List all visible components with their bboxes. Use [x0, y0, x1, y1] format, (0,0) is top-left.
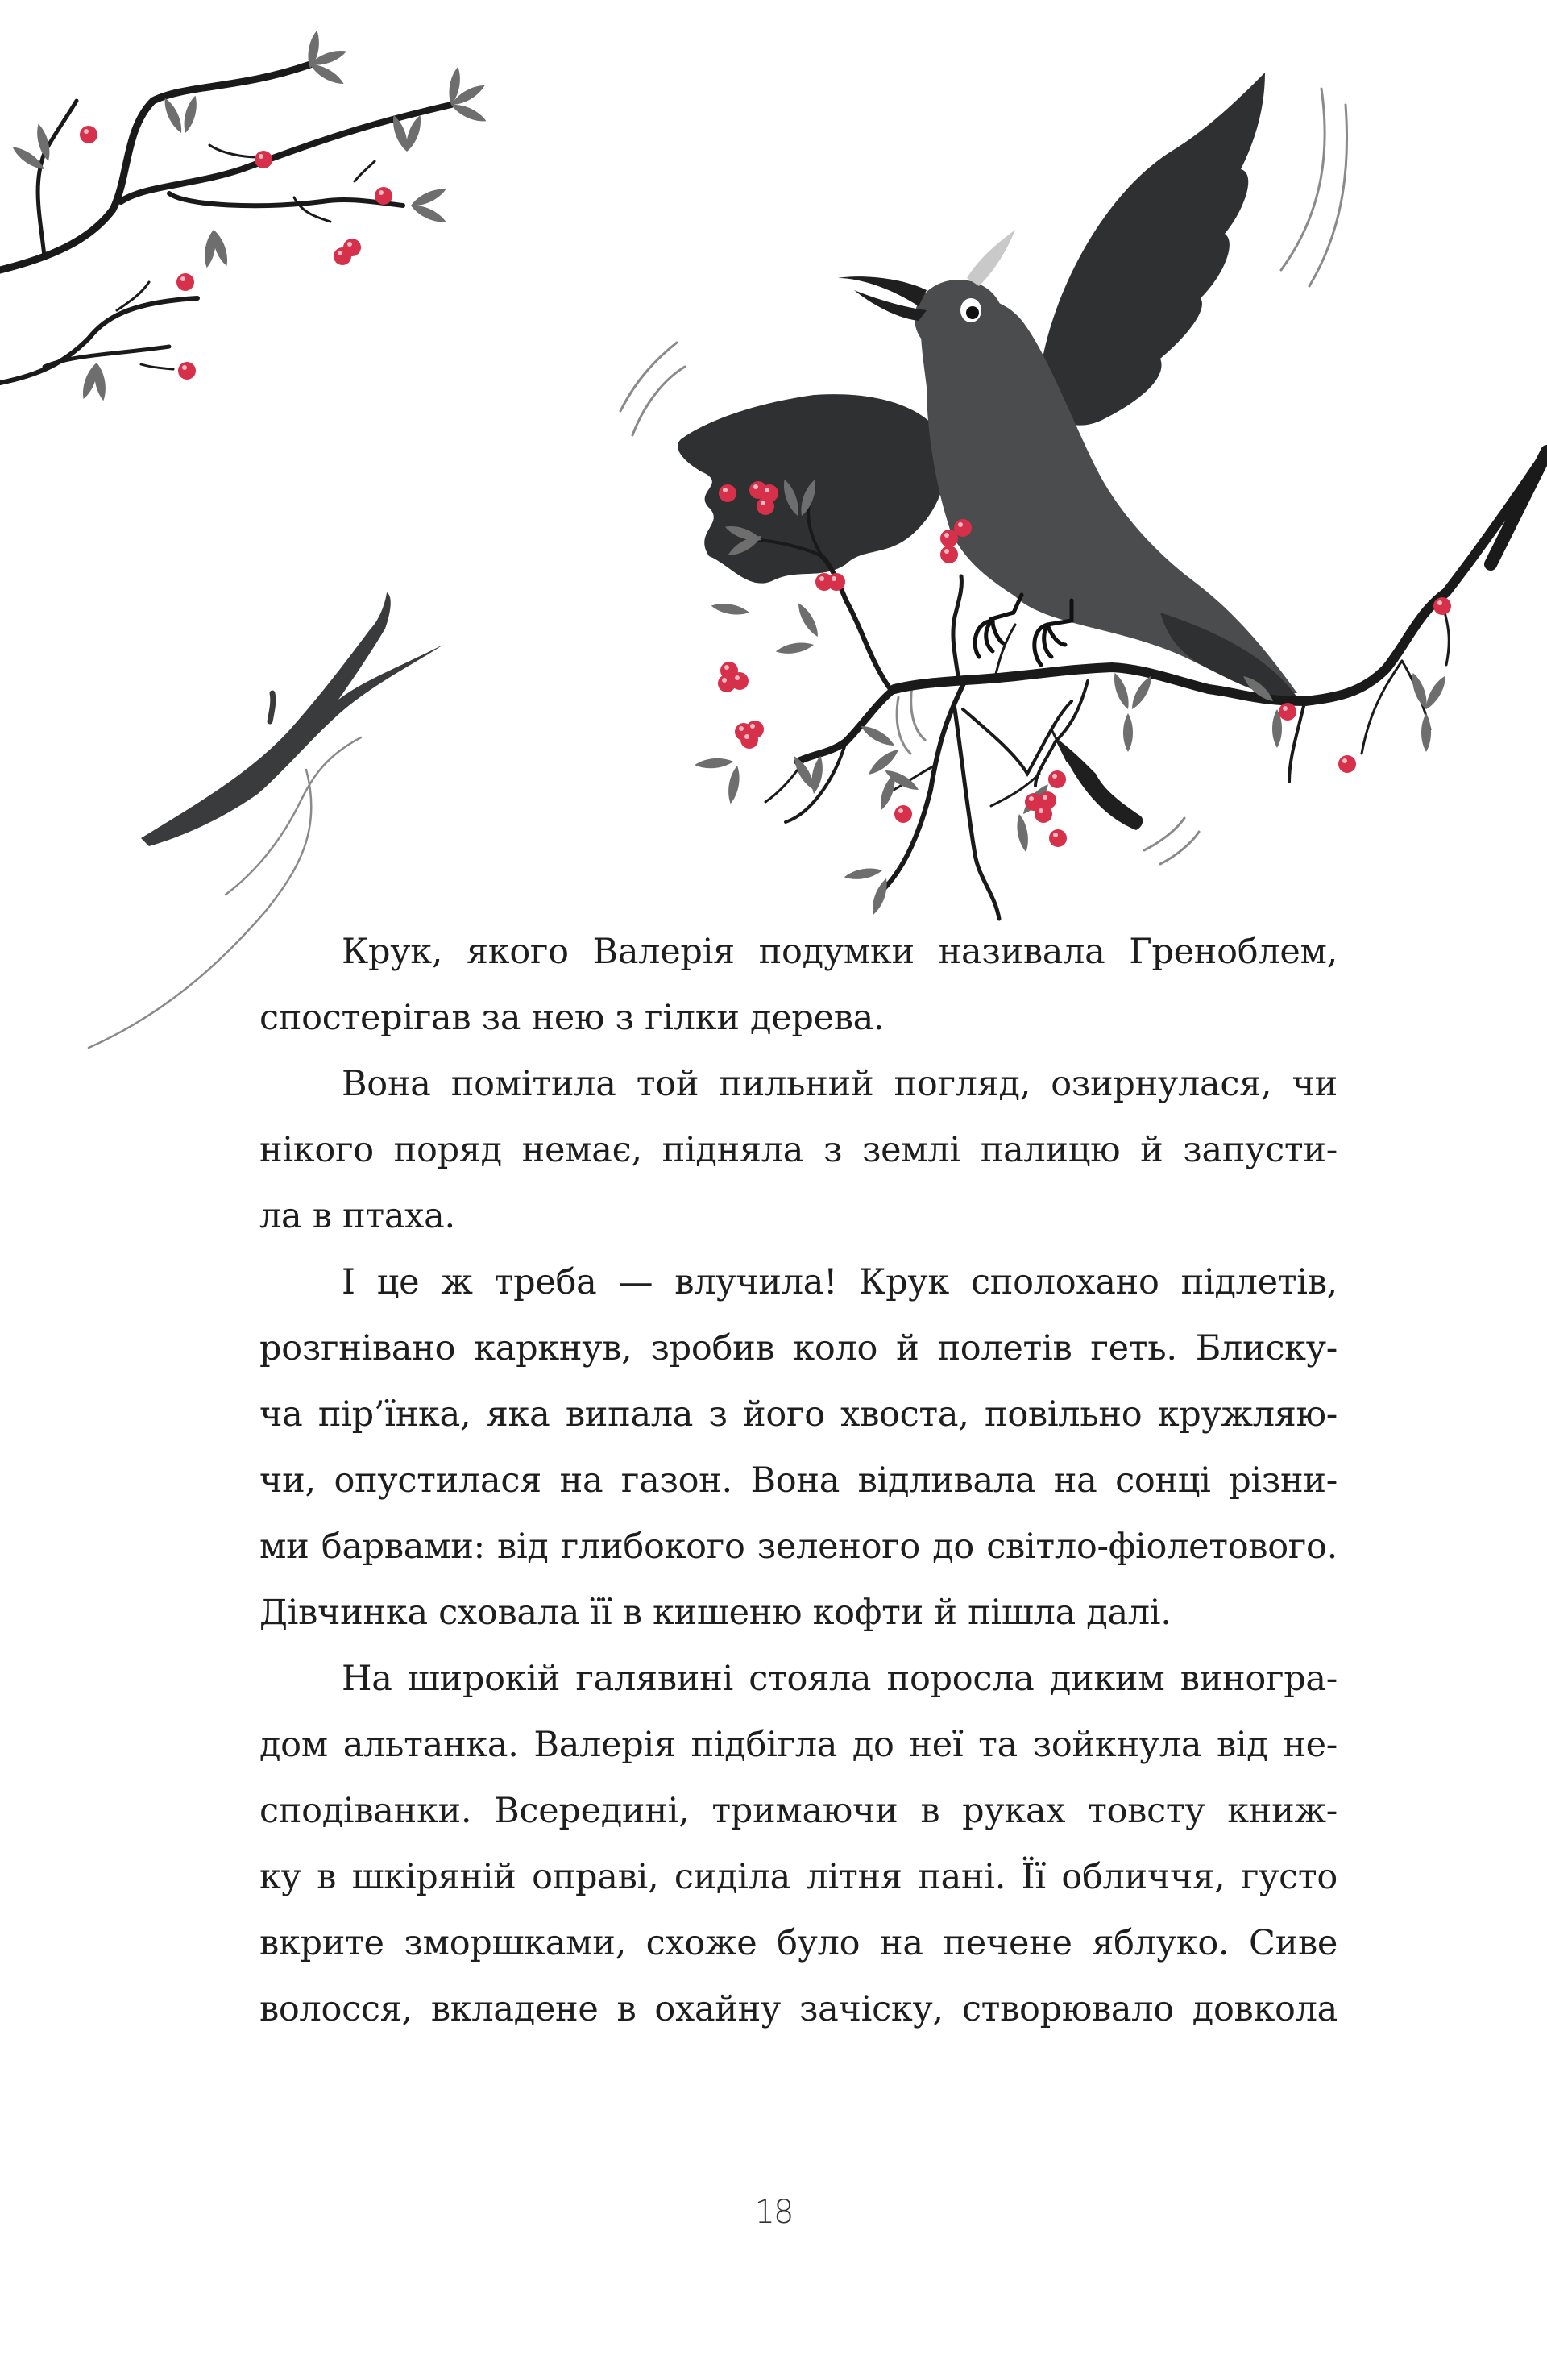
text-line: вкрите зморшками, схоже було на печене яблуко. Сиве [259, 1923, 1338, 1963]
paragraph-3 [259, 1249, 1338, 1646]
text-line: дом альтанка. Валерія підбігла до неї та зойкнула від не- [259, 1725, 1338, 1765]
text-line: нікого поряд немає, підняла з землі палицю й запусти- [259, 1130, 1338, 1170]
story-text [259, 919, 1338, 2042]
text-line: І це ж треба — влучила! Крук сполохано підлетів, [342, 1262, 1338, 1302]
text-line: ла в птаха. [259, 1196, 455, 1236]
paragraph-4 [259, 1646, 1338, 2042]
thrown-stick-icon [141, 592, 443, 846]
text-line: ча пір’їнка, яка випала з його хвоста, повільно кружляю- [259, 1394, 1338, 1435]
page-number: 18 [754, 2194, 793, 2231]
text-line: Вона помітила той пильний погляд, озирнулася, чи [342, 1064, 1338, 1104]
text-line: сподіванки. Всередині, тримаючи в руках товсту книж- [259, 1791, 1338, 1831]
text-line: ми барвами: від глибокого зеленого до світло-фіолетового. [259, 1526, 1338, 1567]
text-line: чи, опустилася на газон. Вона відливала на сонці різни- [259, 1460, 1338, 1501]
text-line: Крук, якого Валерія подумки називала Греноблем, [342, 932, 1338, 972]
text-line: На широкій галявині стояла поросла диким виногра- [342, 1659, 1338, 1699]
berry-branch-top-left [0, 64, 451, 383]
crow-icon [678, 73, 1297, 698]
text-line: розгнівано каркнув, зробив коло й полетів геть. Блиску- [259, 1328, 1338, 1369]
text-line: ку в шкіряній оправі, сиділа літня пані. Її обличчя, густо [259, 1857, 1338, 1897]
paragraph-2 [259, 1051, 1338, 1249]
crow-and-branches-illustration [0, 0, 1547, 1064]
paragraph-1 [259, 919, 1338, 1051]
text-line: спостерігав за нею з гілки дерева. [259, 998, 885, 1038]
text-line: Дівчинка сховала її в кишеню кофти й пішла далі. [259, 1593, 1172, 1633]
text-line: волосся, вкладене в охайну зачіску, створювало довкола [259, 1989, 1338, 2029]
